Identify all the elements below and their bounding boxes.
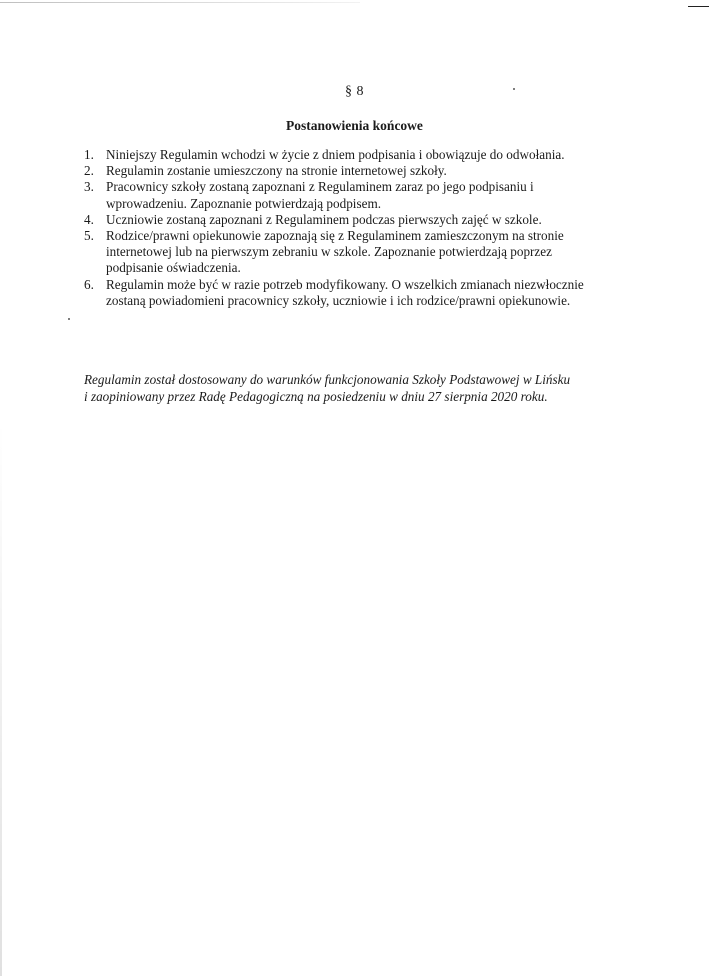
item-text: Regulamin zostanie umieszczony na stronie internetowej szkoły.: [106, 163, 447, 179]
section-number: § 8: [345, 84, 364, 99]
list-item: [84, 147, 604, 163]
item-text: Regulamin może być w razie potrzeb modyfikowany. O wszelkich zmianach niezwłocznie zostaną powiadomieni pracownicy szkoły, uczniowie i ich rodzice/prawni opiekunowie.: [106, 276, 584, 308]
section-heading: Postanowienia końcowe: [286, 118, 423, 133]
approval-note-line: Regulamin został dostosowany do warunków funkcjonowania Szkoły Podstawowej w Lińsku: [84, 372, 571, 387]
list-item: [84, 228, 604, 277]
item-number: 5.: [84, 228, 94, 244]
item-number: 6.: [84, 276, 94, 292]
scan-artifact-corner-mark: [688, 6, 709, 7]
list-item: [84, 212, 604, 228]
item-text: Uczniowie zostaną zapoznani z Regulaminem podczas pierwszych zajęć w szkole.: [106, 211, 542, 227]
item-number: 2.: [84, 163, 94, 179]
item-text: Pracownicy szkoły zostaną zapoznani z Regulaminem zaraz po jego podpisaniu i wprowadzeniu. Zapoznanie potwierdzają podpisem.: [106, 179, 534, 211]
item-number: 1.: [84, 147, 94, 162]
scan-artifact-left-edge: [0, 420, 2, 976]
scan-artifact-top-line: [0, 2, 360, 3]
item-text: Rodzice/prawni opiekunowie zapoznają się z Regulaminem zamieszczonym na stronie internetowej lub na pierwszym zebraniu w szkole. Zapoznanie potwierdzają poprzez podpisanie oświadczenia.: [106, 228, 564, 276]
list-item: [84, 277, 604, 309]
item-text: Niniejszy Regulamin wchodzi w życie z dniem podpisania i obowiązuje do odwołania.: [106, 147, 565, 162]
approval-note: [84, 372, 644, 405]
approval-note-line: i zaopiniowany przez Radę Pedagogiczną na posiedzeniu w dniu 27 sierpnia 2020 roku.: [84, 388, 548, 404]
list-item: [84, 179, 604, 211]
provisions-list: [84, 147, 604, 309]
list-item: [84, 163, 604, 179]
item-number: 3.: [84, 179, 94, 195]
item-number: 4.: [84, 211, 94, 227]
scan-speck: [68, 318, 70, 320]
